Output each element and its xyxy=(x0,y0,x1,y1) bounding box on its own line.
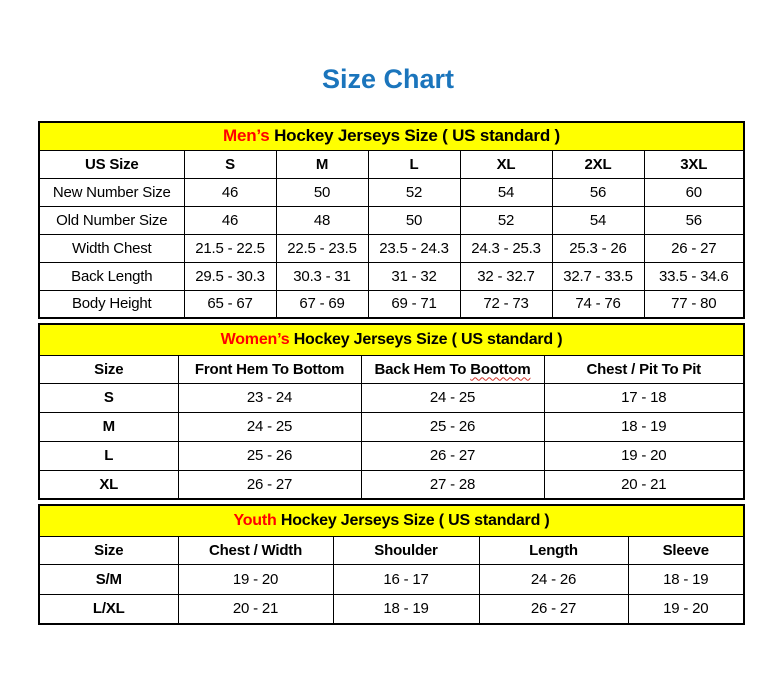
table-cell: 56 xyxy=(552,178,644,206)
table-cell: 32 - 32.7 xyxy=(460,262,552,290)
table-cell: 67 - 69 xyxy=(276,290,368,318)
table-cell: 54 xyxy=(552,206,644,234)
table-row xyxy=(39,383,744,412)
mens-header-row xyxy=(39,150,744,178)
table-cell: 25 - 26 xyxy=(361,412,544,441)
mens-col-2xl: 2XL xyxy=(552,150,644,178)
table-cell: 20 - 21 xyxy=(544,470,744,499)
table-cell: 26 - 27 xyxy=(361,441,544,470)
mens-size-table xyxy=(38,121,745,319)
womens-col-back-hem xyxy=(361,355,544,383)
table-row xyxy=(39,594,744,624)
womens-banner xyxy=(39,324,744,355)
table-cell: 17 - 18 xyxy=(544,383,744,412)
youth-size-table xyxy=(38,504,745,625)
table-cell: 32.7 - 33.5 xyxy=(552,262,644,290)
youth-banner xyxy=(39,505,744,536)
womens-col-chest: Chest / Pit To Pit xyxy=(544,355,744,383)
table-cell: 52 xyxy=(368,178,460,206)
youth-col-shoulder: Shoulder xyxy=(333,536,479,564)
youth-col-size: Size xyxy=(39,536,178,564)
youth-col-chest-width: Chest / Width xyxy=(178,536,333,564)
table-cell: 69 - 71 xyxy=(368,290,460,318)
mens-col-l: L xyxy=(368,150,460,178)
mens-col-s: S xyxy=(184,150,276,178)
table-cell: 20 - 21 xyxy=(178,594,333,624)
table-cell: 26 - 27 xyxy=(479,594,628,624)
table-cell: 54 xyxy=(460,178,552,206)
womens-col-size: Size xyxy=(39,355,178,383)
table-row xyxy=(39,412,744,441)
womens-row-label: M xyxy=(39,412,178,441)
table-cell: 65 - 67 xyxy=(184,290,276,318)
womens-banner-highlight: Women’s xyxy=(220,330,290,348)
mens-row-label: Back Length xyxy=(39,262,184,290)
mens-row-label: Width Chest xyxy=(39,234,184,262)
table-row xyxy=(39,178,744,206)
youth-banner-row xyxy=(39,505,744,536)
misspelled-word: Boottom xyxy=(470,360,531,378)
table-cell: 23 - 24 xyxy=(178,383,361,412)
mens-banner-text: Hockey Jerseys Size ( US standard ) xyxy=(269,126,560,146)
table-cell: 26 - 27 xyxy=(178,470,361,499)
table-cell: 22.5 - 23.5 xyxy=(276,234,368,262)
table-cell: 31 - 32 xyxy=(368,262,460,290)
table-cell: 27 - 28 xyxy=(361,470,544,499)
womens-row-label: S xyxy=(39,383,178,412)
table-cell: 56 xyxy=(644,206,744,234)
table-cell: 48 xyxy=(276,206,368,234)
table-cell: 46 xyxy=(184,206,276,234)
table-cell: 60 xyxy=(644,178,744,206)
youth-banner-highlight: Youth xyxy=(233,511,277,529)
womens-banner-row xyxy=(39,324,744,355)
mens-banner-highlight: Men’s xyxy=(223,126,270,146)
page-title: Size Chart xyxy=(321,64,455,94)
table-cell: 21.5 - 22.5 xyxy=(184,234,276,262)
womens-row-label: XL xyxy=(39,470,178,499)
table-cell: 30.3 - 31 xyxy=(276,262,368,290)
table-cell: 52 xyxy=(460,206,552,234)
mens-col-xl: XL xyxy=(460,150,552,178)
table-row xyxy=(39,470,744,499)
table-cell: 29.5 - 30.3 xyxy=(184,262,276,290)
youth-col-sleeve: Sleeve xyxy=(628,536,744,564)
table-cell: 19 - 20 xyxy=(628,594,744,624)
mens-col-3xl: 3XL xyxy=(644,150,744,178)
mens-row-label: Body Height xyxy=(39,290,184,318)
mens-row-label: Old Number Size xyxy=(39,206,184,234)
table-cell: 50 xyxy=(368,206,460,234)
youth-col-length: Length xyxy=(479,536,628,564)
mens-banner-row xyxy=(39,122,744,150)
table-cell: 19 - 20 xyxy=(178,564,333,594)
womens-header-row xyxy=(39,355,744,383)
table-row xyxy=(39,441,744,470)
table-cell: 25.3 - 26 xyxy=(552,234,644,262)
back-hem-label: Back Hem To xyxy=(374,360,471,378)
youth-row-label: S/M xyxy=(39,564,178,594)
table-cell: 18 - 19 xyxy=(628,564,744,594)
table-cell: 77 - 80 xyxy=(644,290,744,318)
mens-col-us-size: US Size xyxy=(39,150,184,178)
table-row xyxy=(39,234,744,262)
table-cell: 33.5 - 34.6 xyxy=(644,262,744,290)
mens-row-label: New Number Size xyxy=(39,178,184,206)
womens-size-table xyxy=(38,323,745,500)
table-cell: 26 - 27 xyxy=(644,234,744,262)
table-row xyxy=(39,564,744,594)
table-row xyxy=(39,206,744,234)
table-cell: 23.5 - 24.3 xyxy=(368,234,460,262)
size-tables-container xyxy=(38,121,745,625)
table-cell: 50 xyxy=(276,178,368,206)
table-cell: 72 - 73 xyxy=(460,290,552,318)
table-cell: 25 - 26 xyxy=(178,441,361,470)
table-cell: 24.3 - 25.3 xyxy=(460,234,552,262)
table-cell: 19 - 20 xyxy=(544,441,744,470)
youth-banner-text: Hockey Jerseys Size ( US standard ) xyxy=(276,511,550,529)
mens-banner xyxy=(39,122,744,150)
youth-row-label: L/XL xyxy=(39,594,178,624)
table-cell: 24 - 25 xyxy=(361,383,544,412)
table-row xyxy=(39,262,744,290)
womens-row-label: L xyxy=(39,441,178,470)
table-cell: 46 xyxy=(184,178,276,206)
womens-col-front-hem: Front Hem To Bottom xyxy=(178,355,361,383)
mens-col-m: M xyxy=(276,150,368,178)
youth-header-row xyxy=(39,536,744,564)
table-cell: 16 - 17 xyxy=(333,564,479,594)
table-cell: 18 - 19 xyxy=(333,594,479,624)
table-cell: 24 - 26 xyxy=(479,564,628,594)
table-cell: 74 - 76 xyxy=(552,290,644,318)
table-cell: 18 - 19 xyxy=(544,412,744,441)
womens-banner-text: Hockey Jerseys Size ( US standard ) xyxy=(289,330,563,348)
table-cell: 24 - 25 xyxy=(178,412,361,441)
table-row xyxy=(39,290,744,318)
